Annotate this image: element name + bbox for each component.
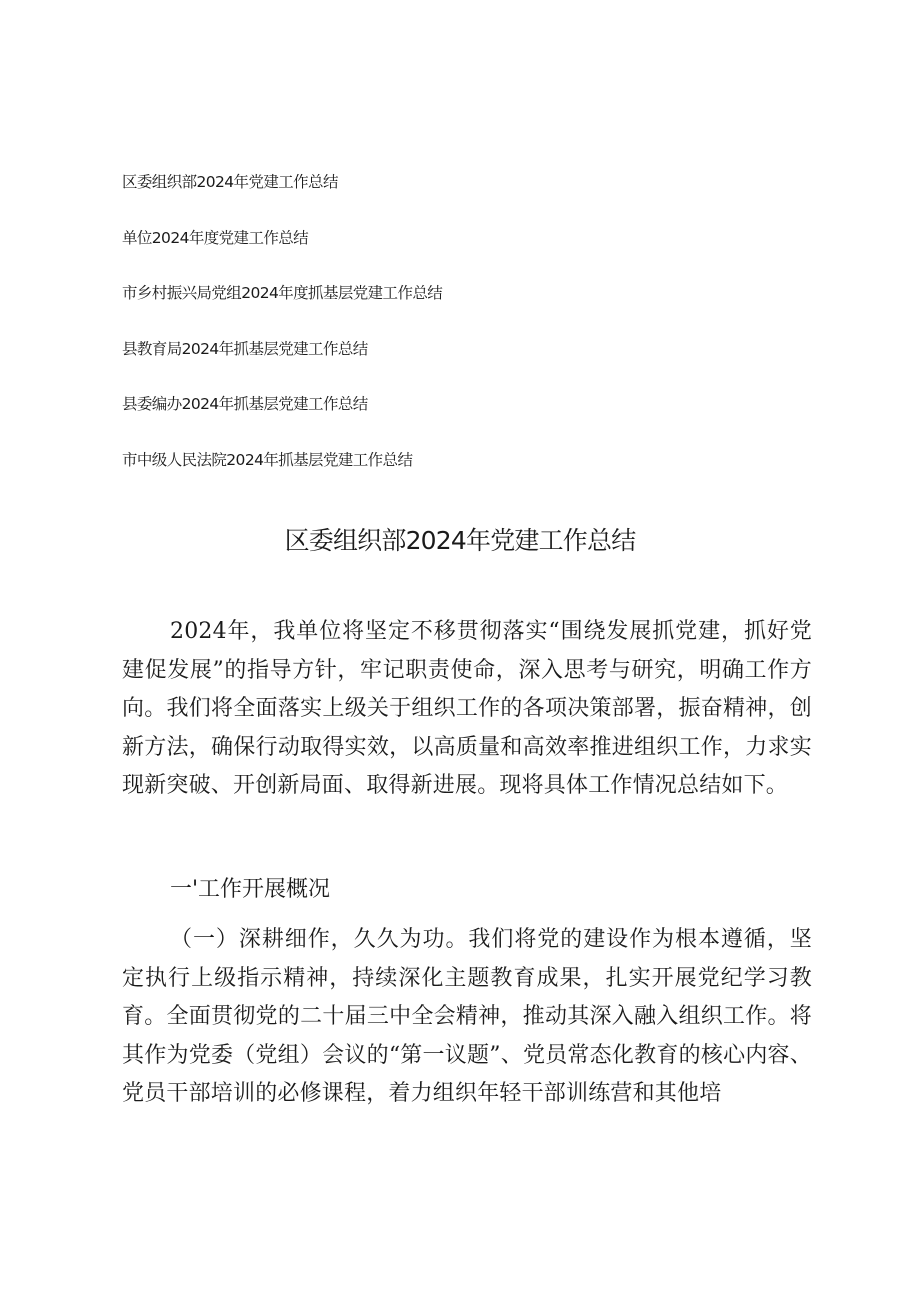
toc-item: 市乡村振兴局党组2024年度抓基层党建工作总结 [122,284,443,302]
toc-item: 单位2024年度党建工作总结 [122,228,309,247]
table-of-contents [122,172,442,505]
toc-item: 县教育局2024年抓基层党建工作总结 [122,339,368,358]
intro-paragraph: 2024年，我单位将坚定不移贯彻落实“围绕发展抓党建，抓好党建促发展”的指导方针，牢记职责使命，深入思考与研究，明确工作方向。我们将全面落实上级关于组织工作的各项决策部署，振奋精神，创新方法，确保行动取得实效，以高质量和高效率推进组织工作，力求实现新突破、开创新局面、取得新进展。现将具体工作情况总结如下。 [122,619,812,798]
section-heading: 一'工作开展概况 [170,877,331,902]
toc-item: 区委组织部2024年党建工作总结 [122,173,338,191]
toc-item: 县委编办2024年抓基层党建工作总结 [122,395,368,413]
toc-item: 市中级人民法院2024年抓基层党建工作总结 [122,450,413,469]
document-title: 区委组织部2024年党建工作总结 [284,526,636,555]
section-paragraph: （一）深耕细作，久久为功。我们将党的建设作为根本遵循，坚定执行上级指示精神，持续深化主题教育成果，扎实开展党纪学习教育。全面贯彻党的二十届三中全会精神，推动其深入融入组织工作。将其作为党委（党组）会议的“第一议题”、党员常态化教育的核心内容、党员干部培训的必修课程，着力组织年轻干部训练营和其他培 [122,927,812,1106]
